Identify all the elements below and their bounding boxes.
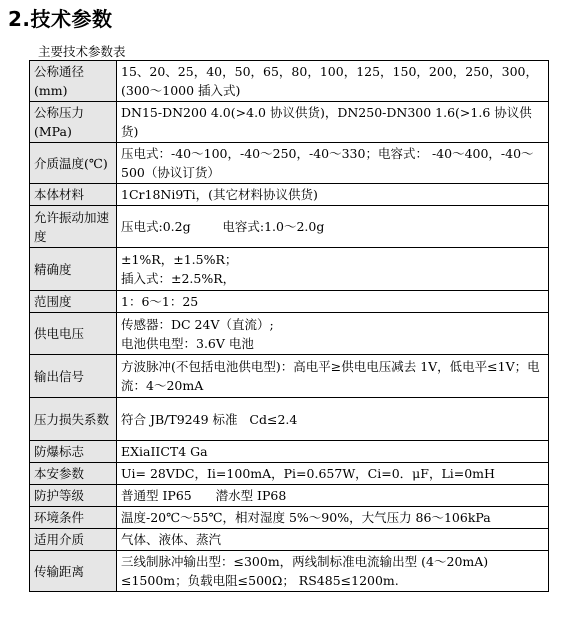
row-value: 气体、液体、蒸汽 xyxy=(117,529,549,551)
value-line: 传感器：DC 24V（直流）; xyxy=(121,316,274,332)
row-value: 方波脉冲(不包括电池供电型)：高电平≥供电电压减去 1V，低电平≤1V；电流：4～20mA xyxy=(117,355,549,398)
table-caption: 主要技术参数表 xyxy=(38,44,126,59)
row-label: 压力损失系数 xyxy=(30,398,117,441)
table-row xyxy=(30,355,549,398)
row-value: Ui= 28VDC，Ii=100mA，Pi=0.657W，Ci=0．μF，Li=0mH xyxy=(117,463,549,485)
row-label: 环境条件 xyxy=(30,507,117,529)
spec-table xyxy=(29,60,549,592)
table-row xyxy=(30,248,549,291)
table-row xyxy=(30,441,549,463)
row-value: 普通型 IP65 潜水型 IP68 xyxy=(117,485,549,507)
row-value xyxy=(117,248,549,291)
row-label: 范围度 xyxy=(30,291,117,313)
row-value: 1：6～1：25 xyxy=(117,291,549,313)
table-row xyxy=(30,551,549,592)
row-value xyxy=(117,313,549,355)
row-value: 15、20、25，40，50，65，80，100，125，150，200，250，300，(300～1000 插入式) xyxy=(117,61,549,102)
row-label: 防护等级 xyxy=(30,485,117,507)
row-value: 1Cr18Ni9Ti，(其它材料协议供货) xyxy=(117,184,549,206)
row-label: 介质温度(℃) xyxy=(30,143,117,184)
table-row xyxy=(30,313,549,355)
value-line: 电池供电型：3.6V 电池 xyxy=(121,335,254,351)
table-row xyxy=(30,61,549,102)
row-label: 本体材料 xyxy=(30,184,117,206)
row-value: DN15-DN200 4.0(>4.0 协议供货)，DN250-DN300 1.6(>1.6 协议供货) xyxy=(117,102,549,143)
row-label: 输出信号 xyxy=(30,355,117,398)
row-label: 公称压力(MPa) xyxy=(30,102,117,143)
table-row xyxy=(30,143,549,184)
row-label: 允许振动加速度 xyxy=(30,206,117,248)
row-value: EXiaIICT4 Ga xyxy=(117,441,549,463)
row-label: 精确度 xyxy=(30,248,117,291)
row-value: 压电式：-40～100，-40～250，-40～330；电容式： -40～400，-40～500（协议订货） xyxy=(117,143,549,184)
row-value: 压电式:0.2g 电容式:1.0～2.0g xyxy=(117,206,549,248)
row-label: 防爆标志 xyxy=(30,441,117,463)
value-line: 插入式：±2.5%R， xyxy=(121,271,236,286)
row-value: 符合 JB/T9249 标准 Cd≤2.4 xyxy=(117,398,549,441)
row-value: 三线制脉冲输出型：≤300m，两线制标准电流输出型 (4～20mA) ≤1500m；负载电阻≤500Ω； RS485≤1200m. xyxy=(117,551,549,592)
table-row xyxy=(30,398,549,441)
row-label: 公称通径(mm) xyxy=(30,61,117,102)
table-row xyxy=(30,184,549,206)
table-row xyxy=(30,529,549,551)
section-heading: 2.技术参数 xyxy=(8,7,113,31)
row-label: 适用介质 xyxy=(30,529,117,551)
row-label: 本安参数 xyxy=(30,463,117,485)
table-row xyxy=(30,507,549,529)
table-row xyxy=(30,485,549,507)
row-label: 传输距离 xyxy=(30,551,117,592)
table-row xyxy=(30,102,549,143)
table-row xyxy=(30,291,549,313)
row-value: 温度-20℃～55℃，相对湿度 5%～90%，大气压力 86～106kPa xyxy=(117,507,549,529)
row-label: 供电电压 xyxy=(30,313,117,355)
table-row xyxy=(30,206,549,248)
table-row xyxy=(30,463,549,485)
value-line: ±1%R，±1.5%R； xyxy=(121,252,238,267)
